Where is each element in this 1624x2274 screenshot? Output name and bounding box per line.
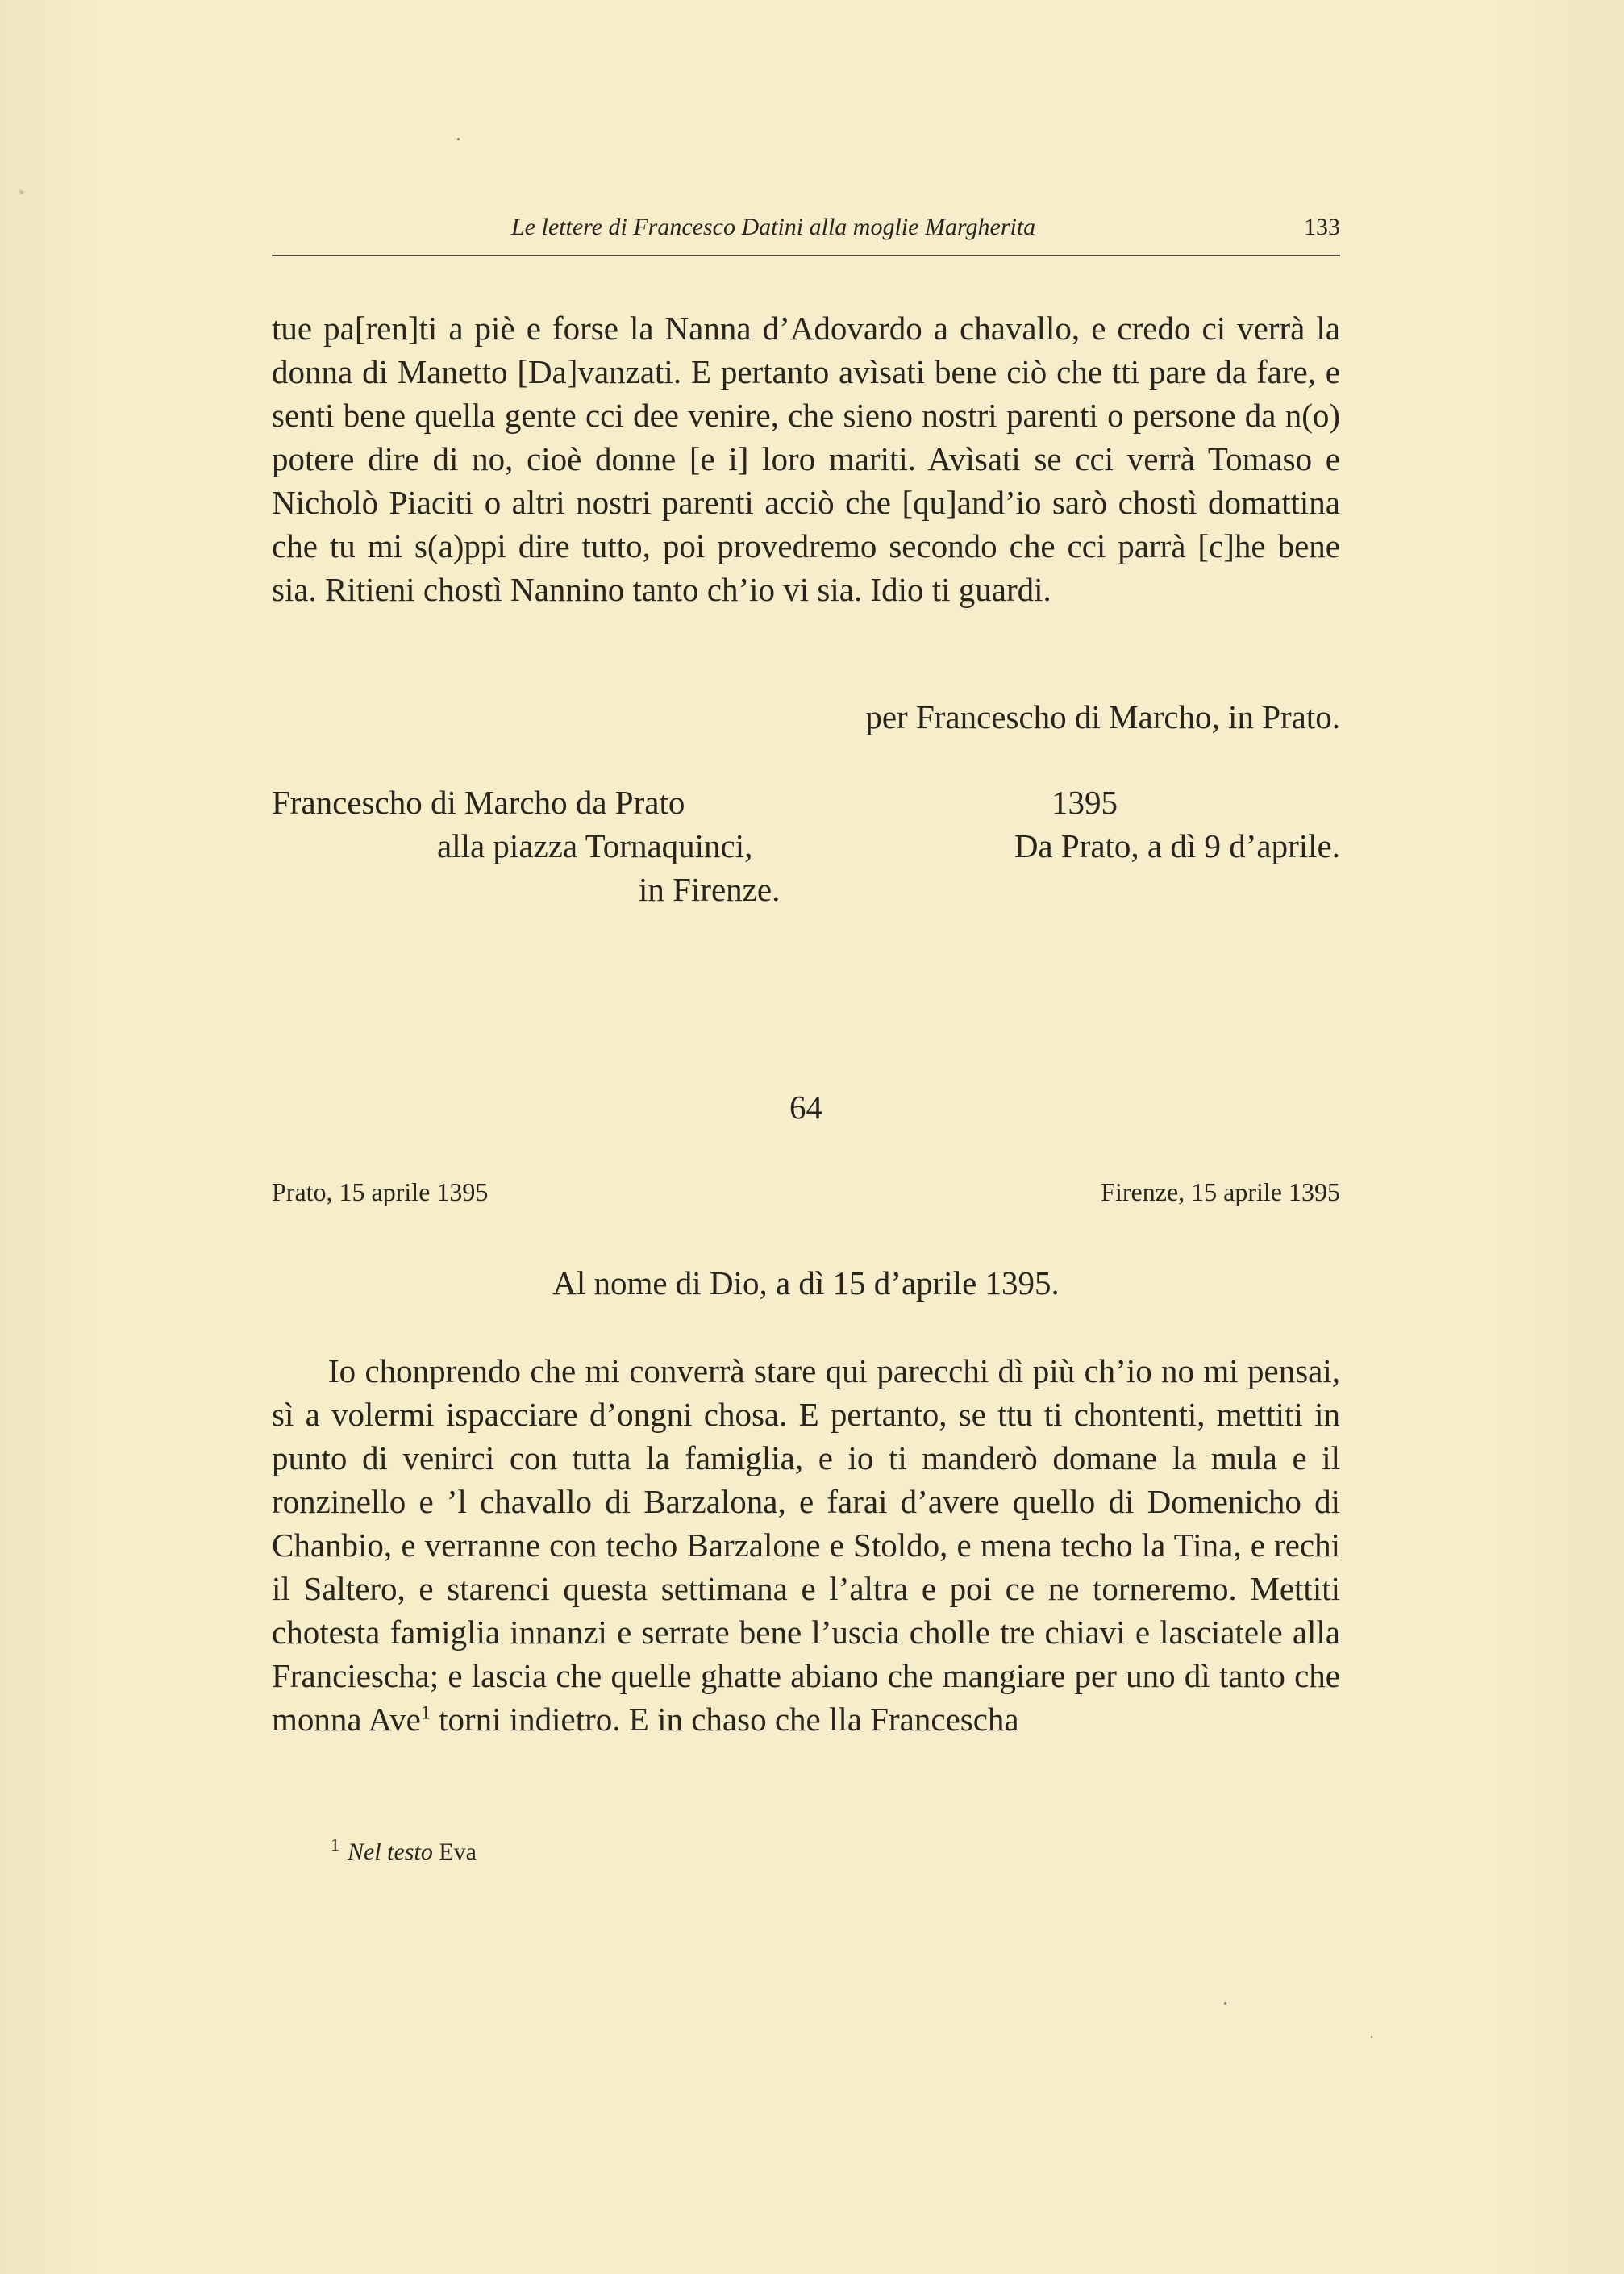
previous-letter-text [272, 306, 1340, 611]
address-line-1: Francescho di Marcho da Prato [272, 784, 685, 821]
address-block [272, 781, 1340, 918]
paper-speck [1371, 2036, 1372, 2038]
letter-origin: Prato, 15 aprile 1395 [272, 1177, 489, 1206]
address-line-3: in Firenze. [639, 871, 781, 908]
margin-mark-icon: ‣ [18, 185, 27, 201]
footnote-reference[interactable]: 1 [420, 1702, 431, 1724]
footnote-label: Nel testo [348, 1839, 433, 1865]
endorsement-year: 1395 [1051, 784, 1118, 821]
paper-speck [457, 138, 460, 140]
footnote [331, 1829, 477, 1868]
address-line-2: alla piazza Tornaquinci, [437, 827, 753, 864]
letter-number: 64 [789, 1089, 822, 1126]
letter-paragraph [272, 1349, 1340, 1741]
signature: per Francescho di Marcho, in Prato. [865, 698, 1340, 735]
running-title: Le lettere di Francesco Datini alla moglie Margherita [511, 214, 1036, 240]
footnote-text: Eva [439, 1839, 477, 1865]
letter-body-continuation: torni indietro. E in chaso che lla Francescha [430, 1701, 1019, 1738]
endorsement-date: Da Prato, a dì 9 d’aprile. [1014, 827, 1340, 864]
footnote-number: 1 [331, 1835, 339, 1855]
letter-body [272, 1349, 1340, 1741]
paper-speck [1224, 2002, 1226, 2005]
header-rule [272, 255, 1340, 256]
previous-letter-paragraph: tue pa[ren]ti a piè e forse la Nanna d’Adovardo a chavallo, e credo ci verrà la donna di Manetto [Da]vanzati. E pertanto avìsati bene ciò che tti pare da fare, e senti bene quella gente cci dee venire, che sieno nostri parenti o persone da n(o) potere dire di no, cioè donne [e i] loro mariti. Avìsati se cci verrà Tomaso e Nicholò Piaciti o altri nostri parenti acciò che [qu]and’io sarò chostì domattina che tu mi s(a)ppi dire tutto, poi provedremo secondo che cci parrà [c]he bene sia. Ritieni chostì Nannino tanto ch’io vi sia. Idio ti guardi. [272, 310, 1340, 608]
running-head [272, 214, 1340, 246]
letter-invocation: Al nome di Dio, a dì 15 d’aprile 1395. [552, 1264, 1060, 1302]
letter-destination: Firenze, 15 aprile 1395 [1101, 1177, 1340, 1206]
letter-body-text: Io chonprendo che mi converrà stare qui parecchi dì più ch’io no mi pensai, sì a volermi ispacciare d’ongni chosa. E pertanto, se ttu ti chontenti, mettiti in punto di venirci con tutta la famiglia, e io ti manderò domane la mula e il ronzinello e ’l chavallo di Barzalona, e farai d’avere quello di Domenicho di Chanbio, e verranne con techo Barzalone e Stoldo, e mena techo la Tina, e rechi il Saltero, e starenci questa settimana e l’altra e poi ce ne torneremo. Mettiti chotesta famiglia innanzi e serrate bene l’uscia cholle tre chiavi e lasciatele alla Franciescha; e lascia che quelle ghatte abiano che mangiare per uno dì tanto che monna Ave [272, 1352, 1340, 1738]
page-number: 133 [1304, 214, 1340, 240]
